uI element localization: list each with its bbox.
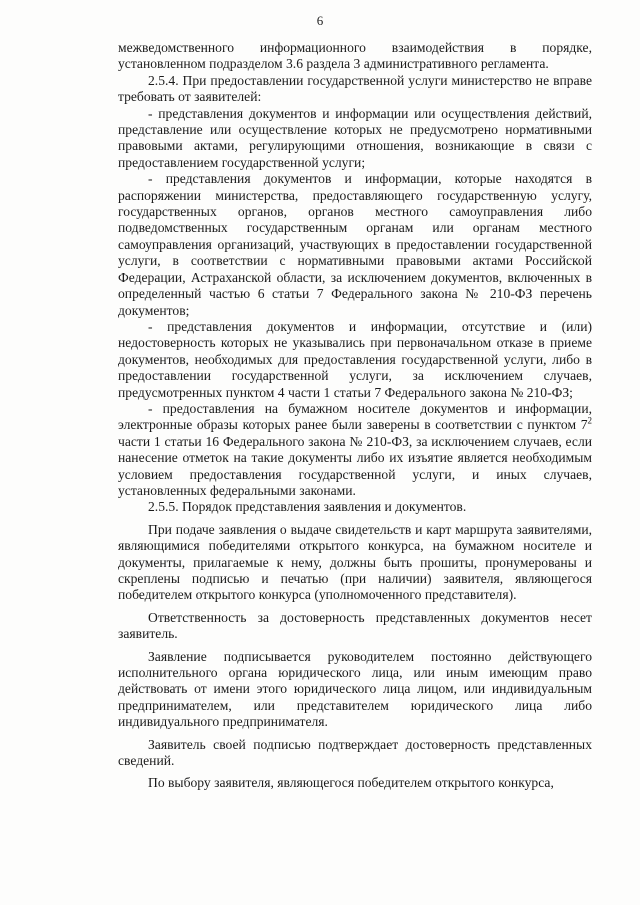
paragraph-6-part-2: части 1 статьи 16 Федерального закона № 210-ФЗ, за исключением случаев, если нанесение отметок на такие документы либо их изъятие является необходимым условием предоставления государственной услуги, и иных случаев, установленных федеральными законами. xyxy=(118,433,592,498)
paragraph-4: - представления документов и информации, которые находятся в распоряжении министерства, предоставляющего государственную услугу, государственных органов, органов местного самоуправления либо подведомственных государственным органам или органам местного самоуправления организаций, участвующих в предоставлении государственной услуги, в соответствии с нормативными правовыми актами Российской Федерации, Астраханской области, за исключением документов, включенных в определенный частью 6 статьи 7 Федерального закона № 210-ФЗ перечень документов; xyxy=(118,171,592,318)
paragraph-6 xyxy=(118,401,592,499)
document-body xyxy=(118,40,592,792)
paragraph-10: Заявление подписывается руководителем постоянно действующего исполнительного органа юридического лица, или иным имеющим право действовать от имени этого юридического лица лицом, или индивидуальным предпринимателем, или представителем юридического лица либо индивидуального предпринимателя. xyxy=(118,648,592,730)
paragraph-5: - представления документов и информации, отсутствие и (или) недостоверность которых не указывались при первоначальном отказе в приеме документов, необходимых для предоставления государственной услуги, либо в предоставлении государственной услуги, за исключением случаев, предусмотренных пунктом 4 части 1 статьи 7 Федерального закона № 210-ФЗ; xyxy=(118,318,592,400)
paragraph-11: Заявитель своей подписью подтверждает достоверность представленных сведений. xyxy=(118,736,592,769)
paragraph-1: межведомственного информационного взаимодействия в порядке, установленном подразделом 3.6 раздела 3 административного регламента. xyxy=(118,40,592,72)
paragraph-8: При подаче заявления о выдаче свидетельств и карт маршрута заявителями, являющимися победителями открытого конкурса, на бумажном носителе и документы, прилагаемые к нему, должны быть прошиты, пронумерованы и скреплены подписью и печатью (при наличии) заявителя, являющегося победителем открытого конкурса (уполномоченного представителя). xyxy=(118,521,592,603)
paragraph-6-superscript: 2 xyxy=(587,415,592,426)
paragraph-7: 2.5.5. Порядок представления заявления и документов. xyxy=(148,499,467,515)
paragraph-2: 2.5.4. При предоставлении государственной услуги министерство не вправе требовать от заявителей: xyxy=(118,72,592,105)
paragraph-6-part-1: - предоставления на бумажном носителе документов и информации, электронные образы которых ранее были заверены в соответствии с пунктом 7 xyxy=(118,400,592,433)
paragraph-12: По выбору заявителя, являющегося победителем открытого конкурса, xyxy=(148,775,554,791)
page-number: 6 xyxy=(316,13,324,28)
paragraph-3: - представления документов и информации или осуществления действий, представление или осуществление которых не предусмотрено нормативными правовыми актами, регулирующими отношения, возникающие в связи с предоставлением государственной услуги; xyxy=(118,105,592,170)
paragraph-9: Ответственность за достоверность представленных документов несет заявитель. xyxy=(118,609,592,642)
